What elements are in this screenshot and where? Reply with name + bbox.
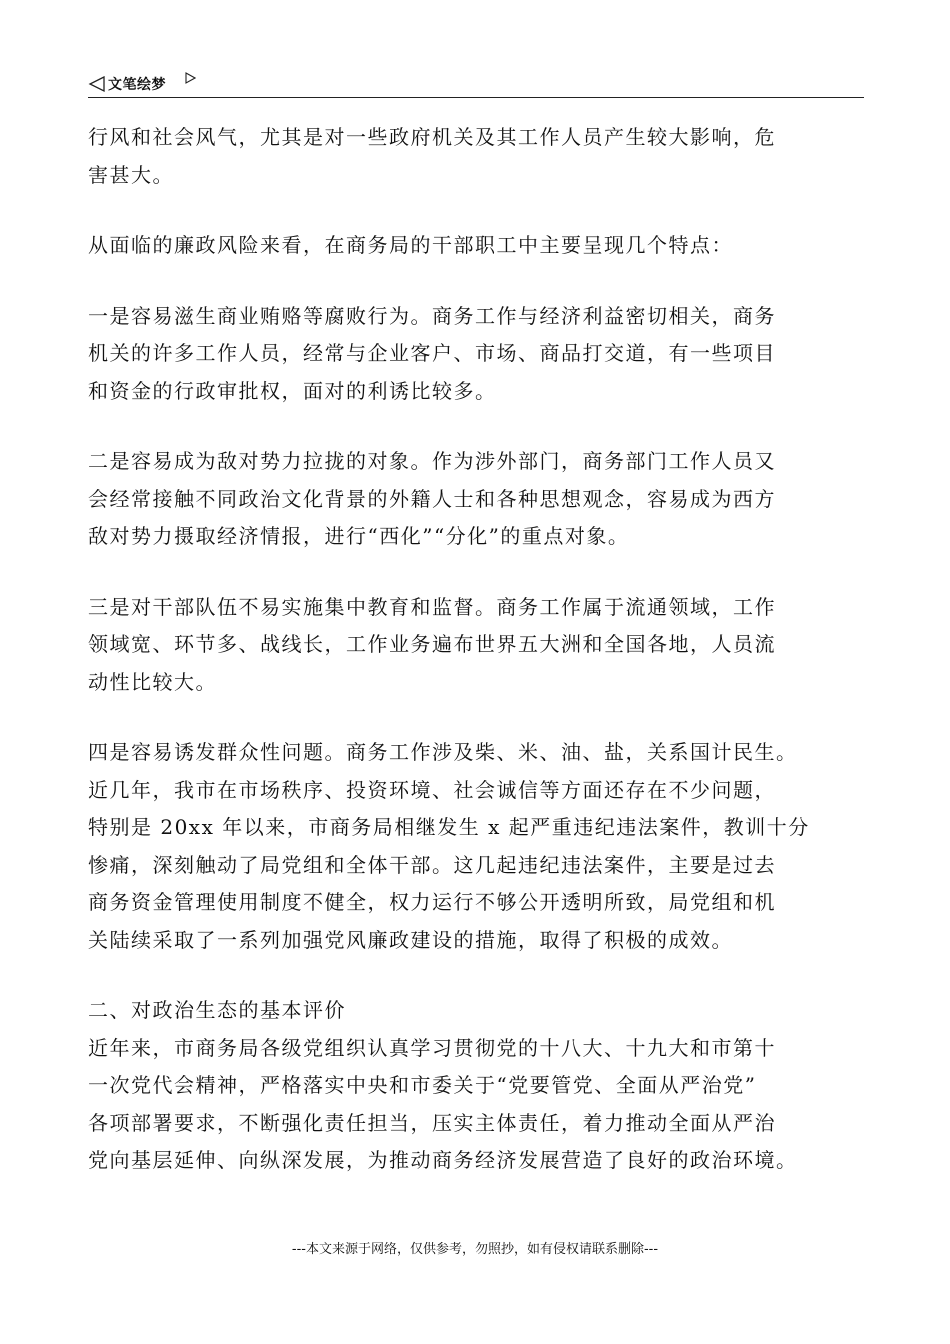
paragraph-3 xyxy=(88,298,864,411)
text-line: 领域宽、环节多、战线长，工作业务遍布世界五大洲和全国各地，人员流 xyxy=(88,632,776,656)
text-line: 行风和社会风气，尤其是对一些政府机关及其工作人员产生较大影响，危 xyxy=(88,125,776,149)
text-line: 近年来，市商务局各级党组织认真学习贯彻党的十八大、十九大和市第十 xyxy=(88,1035,776,1060)
text-line: 惨痛，深刻触动了局党组和全体干部。这几起违纪违法案件，主要是过去 xyxy=(88,852,776,877)
document-header xyxy=(88,73,864,98)
text-line: 特别是 20xx 年以来，市商务局相继发生 x 起严重违纪违法案件，教训十分 xyxy=(88,815,810,839)
footer-disclaimer: ---本文来源于网络，仅供参考，勿照抄，如有侵权请联系删除--- xyxy=(291,1242,659,1257)
text-line: 四是容易诱发群众性问题。商务工作涉及柴、米、油、盐，关系国计民生。 xyxy=(88,740,798,764)
section-heading: 二、对政治生态的基本评价 xyxy=(88,998,346,1022)
triangle-right-outline-icon xyxy=(184,72,196,84)
text-line: 一是容易滋生商业贿赂等腐败行为。商务工作与经济利益密切相关，商务 xyxy=(88,303,776,328)
text-line: 敌对势力摄取经济情报，进行“西化”“分化”的重点对象。 xyxy=(88,524,630,548)
text-line: 二是容易成为敌对势力拉拢的对象。作为涉外部门，商务部门工作人员又 xyxy=(88,449,776,473)
text-line: 近几年，我市在市场秩序、投资环境、社会诚信等方面还存在不少问题， xyxy=(88,777,776,802)
text-line: 三是对干部队伍不易实施集中教育和监督。商务工作属于流通领域，工作 xyxy=(88,594,776,619)
text-line: 一次党代会精神，严格落实中央和市委关于“党要管党、全面从严治党” xyxy=(88,1073,757,1097)
text-line: 关陆续采取了一系列加强党风廉政建设的措施，取得了积极的成效。 xyxy=(88,927,733,952)
text-line: 和资金的行政审批权，面对的利诱比较多。 xyxy=(88,378,497,403)
text-line: 会经常接触不同政治文化背景的外籍人士和各种思想观念，容易成为西方 xyxy=(88,486,776,511)
text-line: 从面临的廉政风险来看，在商务局的干部职工中主要呈现几个特点： xyxy=(88,233,733,257)
paragraph-7 xyxy=(88,992,864,1180)
text-line: 党向基层延伸、向纵深发展，为推动商务经济发展营造了良好的政治环境。 xyxy=(88,1148,798,1172)
text-line: 机关的许多工作人员，经常与企业客户、市场、商品打交道，有一些项目 xyxy=(88,341,776,365)
paragraph-6 xyxy=(88,734,864,959)
paragraph-2 xyxy=(88,227,864,265)
text-line: 动性比较大。 xyxy=(88,669,217,694)
paragraph-1 xyxy=(88,119,864,194)
paragraph-5 xyxy=(88,589,864,702)
text-line: 害甚大。 xyxy=(88,162,174,187)
header-title: 文笔绘梦 xyxy=(108,77,166,93)
text-line: 商务资金管理使用制度不健全，权力运行不够公开透明所致，局党组和机 xyxy=(88,890,776,914)
document-body xyxy=(88,119,864,1180)
paragraph-4 xyxy=(88,443,864,556)
text-line: 各项部署要求，不断强化责任担当，压实主体责任，着力推动全面从严治 xyxy=(88,1110,776,1135)
triangle-left-outline-icon xyxy=(88,75,106,93)
